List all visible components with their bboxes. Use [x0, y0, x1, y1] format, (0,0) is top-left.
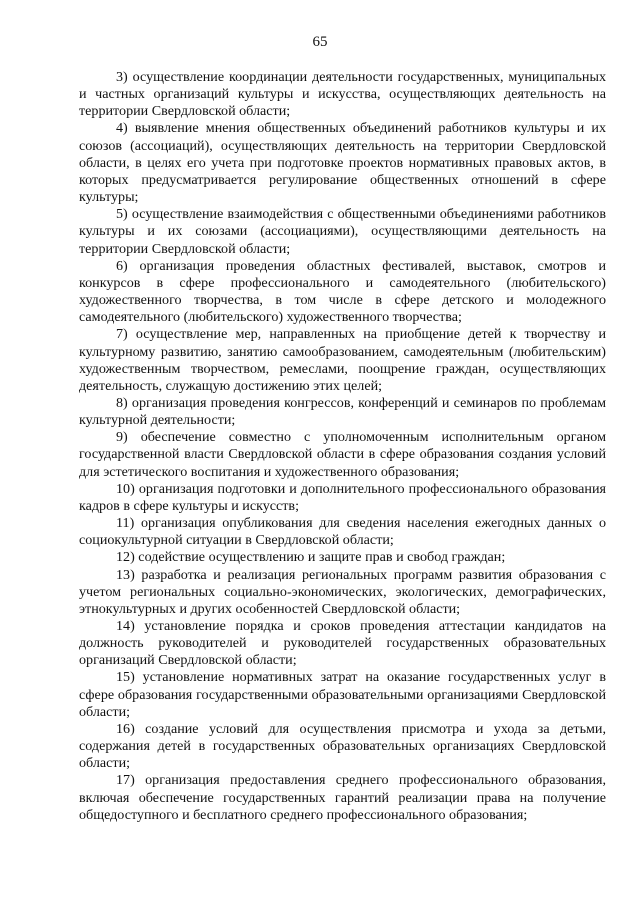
- list-item-10: 10) организация подготовки и дополнительного профессионального образования кадров в сфере культуры и искусств;: [79, 480, 606, 514]
- list-item-12: 12) содействие осуществлению и защите прав и свобод граждан;: [116, 549, 506, 566]
- list-item-13: 13) разработка и реализация региональных программ развития образования с учетом региональных социально-экономических, экологических, демографических, этнокультурных и других особенностей Свердловской области;: [79, 566, 606, 617]
- list-item-3: 3) осуществление координации деятельности государственных, муниципальных и частных организаций культуры и искусства, осуществляющих деятельность на территории Свердловской области;: [79, 69, 606, 120]
- list-item-15: 15) установление нормативных затрат на оказание государственных услуг в сфере образования государственными образовательными организациями Свердловской области;: [79, 669, 606, 720]
- list-item-7: 7) осуществление мер, направленных на приобщение детей к творчеству и культурному развитию, занятию самообразованием, самодеятельным (любительским) художественным творчеством, ремеслами, поощрение граждан, осуществляющих деятельность, служащую достижению этих целей;: [79, 326, 606, 394]
- list-item-9: 9) обеспечение совместно с уполномоченным исполнительным органом государственной власти Свердловской области в сфере образования создания условий для эстетического воспитания и художественного образования;: [79, 429, 606, 480]
- list-item-14: 14) установление порядка и сроков проведения аттестации кандидатов на должность руководителей и руководителей государственных образовательных организаций Свердловской области;: [79, 618, 606, 669]
- page-number: 65: [312, 34, 328, 50]
- list-item-8: 8) организация проведения конгрессов, конференций и семинаров по проблемам культурной деятельности;: [79, 394, 606, 429]
- document-body: [79, 69, 606, 824]
- list-item-4: 4) выявление мнения общественных объединений работников культуры и их союзов (ассоциаций), осуществляющих деятельность на территории Свердловской области, в целях его учета при подготовке проектов нормативных правовых актов, в которых предусматривается регулирование общественных отношений в сфере культуры;: [79, 120, 606, 206]
- list-item-6: 6) организация проведения областных фестивалей, выставок, смотров и конкурсов в сфере профессионального и самодеятельного (любительского) художественного творчества, в том числе в сфере детского и молодежного самодеятельного (любительского) художественного творчества;: [79, 257, 606, 326]
- list-item-5: 5) осуществление взаимодействия с общественными объединениями работников культуры и их союзами (ассоциациями), осуществляющими деятельность на территории Свердловской области;: [79, 206, 606, 257]
- list-item-16: 16) создание условий для осуществления присмотра и ухода за детьми, содержания детей в государственных образовательных организациях Свердловской области;: [79, 720, 606, 772]
- list-item-17: 17) организация предоставления среднего профессионального образования, включая обеспечение государственных гарантий реализации права на получение общедоступного и бесплатного среднего профессионального образования;: [79, 772, 606, 823]
- list-item-11: 11) организация опубликования для сведения населения ежегодных данных о социокультурной ситуации в Свердловской области;: [79, 515, 606, 549]
